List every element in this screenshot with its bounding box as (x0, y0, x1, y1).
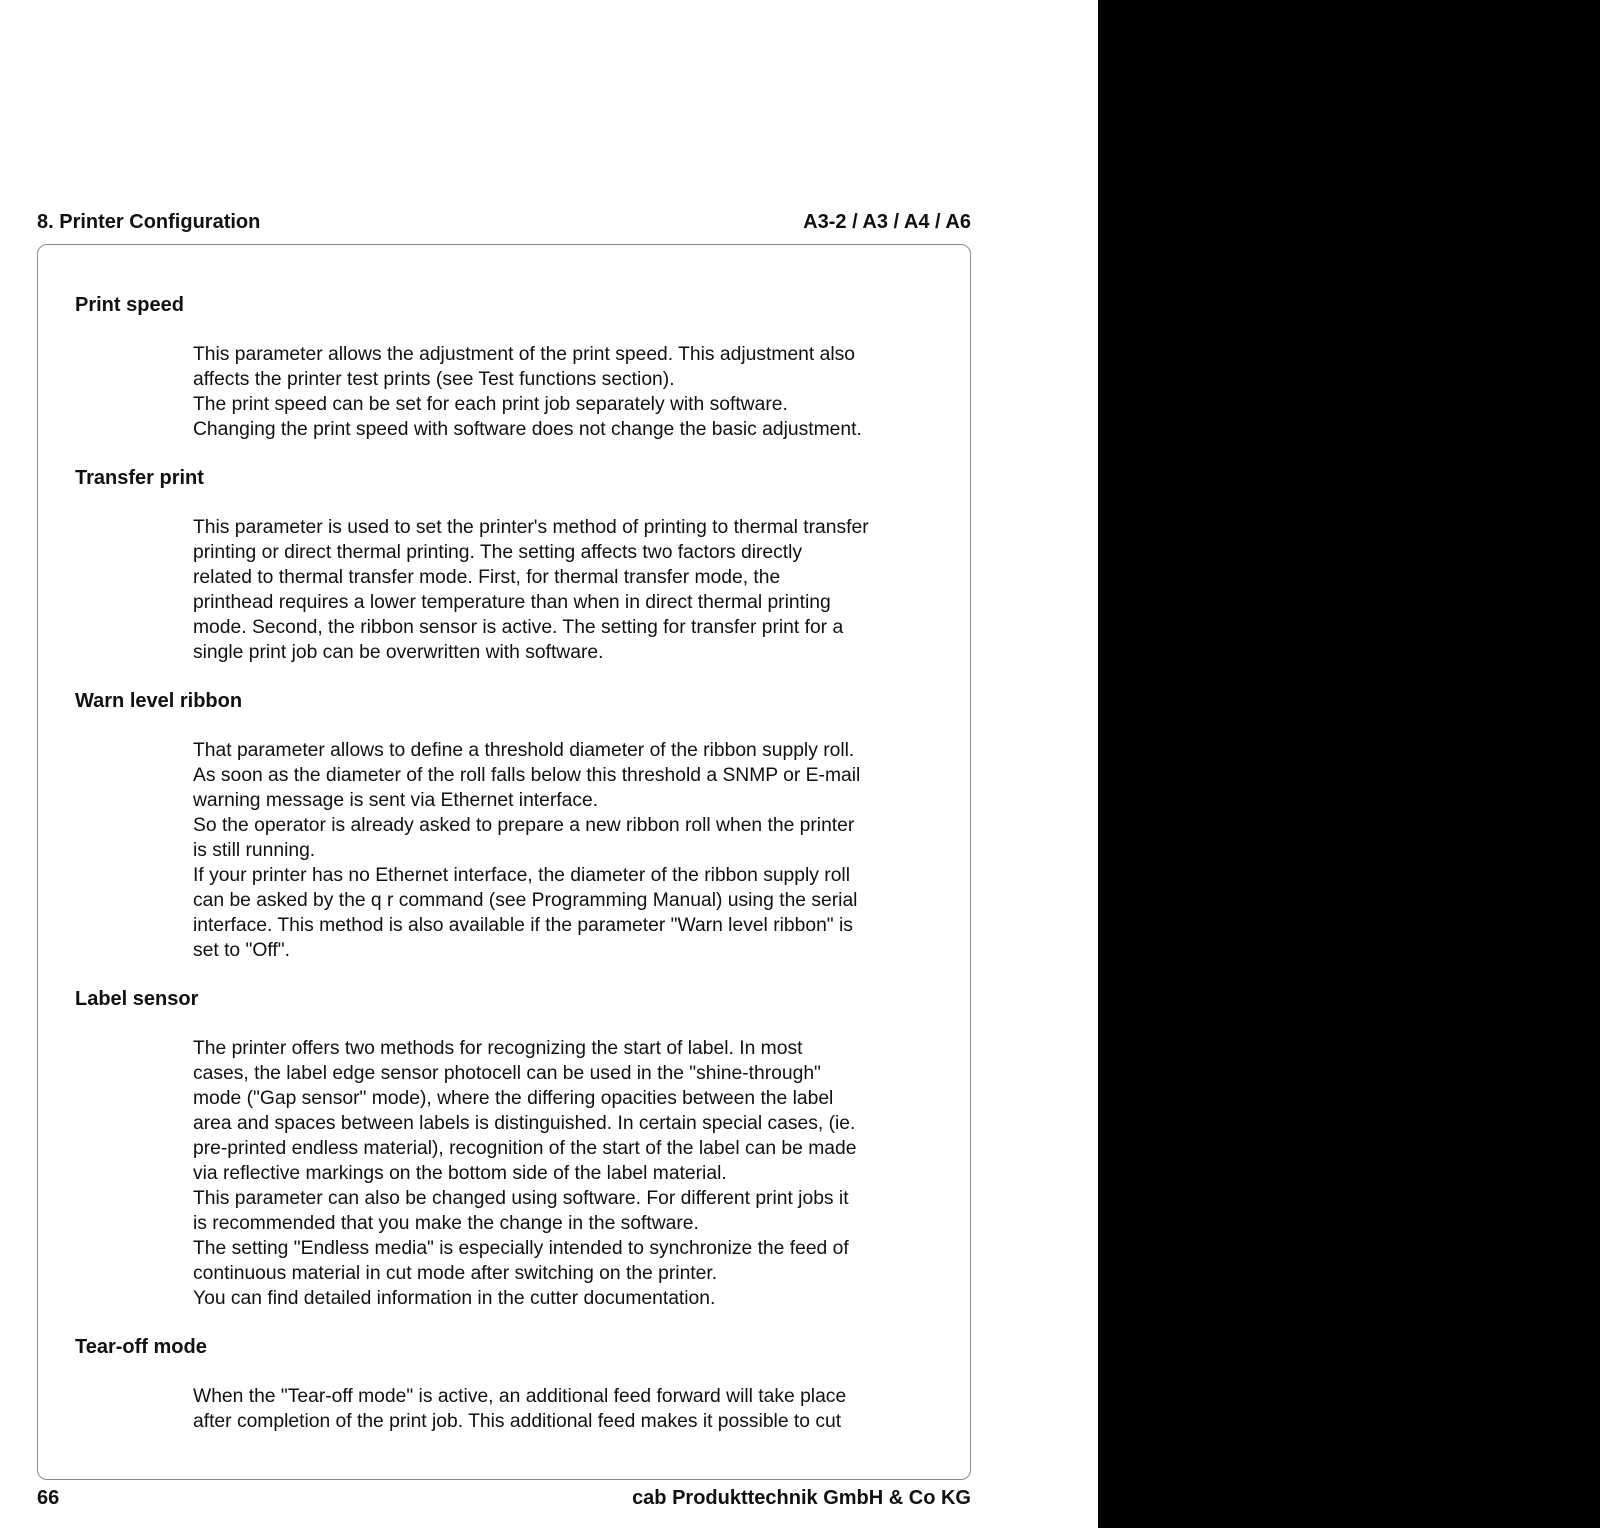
text-line: mode. Second, the ribbon sensor is active. The setting for transfer print for a (193, 617, 844, 638)
text-line: set to "Off". (193, 940, 290, 961)
text-line: mode ("Gap sensor" mode), where the differing opacities between the label (193, 1088, 834, 1109)
document-body (75, 293, 965, 1458)
section-title: Label sensor (75, 988, 199, 1010)
model-list: A3-2 / A3 / A4 / A6 (803, 211, 971, 233)
text-line: continuous material in cut mode after switching on the printer. (193, 1263, 718, 1284)
text-line: printhead requires a lower temperature than when in direct thermal printing (193, 592, 831, 613)
section-paragraph (193, 1036, 938, 1311)
section-title: Transfer print (75, 467, 204, 489)
text-line: If your printer has no Ethernet interface, the diameter of the ribbon supply roll (193, 865, 850, 886)
text-line: The printer offers two methods for recognizing the start of label. In most (193, 1038, 803, 1059)
text-line: cases, the label edge sensor photocell can be used in the "shine-through" (193, 1063, 821, 1084)
text-line: This parameter allows the adjustment of the print speed. This adjustment also (193, 344, 855, 365)
company-name: cab Produkttechnik GmbH & Co KG (632, 1487, 971, 1509)
text-line: area and spaces between labels is distinguished. In certain special cases, (ie. (193, 1113, 856, 1134)
text-line: affects the printer test prints (see Test functions section). (193, 369, 675, 390)
text-line: printing or direct thermal printing. The setting affects two factors directly (193, 542, 803, 563)
text-line: So the operator is already asked to prepare a new ribbon roll when the printer (193, 815, 855, 836)
text-line: warning message is sent via Ethernet interface. (193, 790, 599, 811)
chapter-title: 8. Printer Configuration (37, 211, 261, 233)
text-line: This parameter can also be changed using software. For different print jobs it (193, 1188, 849, 1209)
section-paragraph (193, 515, 938, 665)
content-frame (37, 244, 971, 1480)
text-line: pre-printed endless material), recognition of the start of the label can be made (193, 1138, 857, 1159)
text-line: is recommended that you make the change in the software. (193, 1213, 699, 1234)
text-line: related to thermal transfer mode. First, for thermal transfer mode, the (193, 567, 781, 588)
section-title: Print speed (75, 294, 184, 316)
black-margin-band (1098, 0, 1600, 1528)
text-line: interface. This method is also available if the parameter "Warn level ribbon" is (193, 915, 853, 936)
section-paragraph (193, 1384, 938, 1434)
text-line: As soon as the diameter of the roll falls below this threshold a SNMP or E-mail (193, 765, 861, 786)
section-title: Warn level ribbon (75, 690, 243, 712)
text-line: can be asked by the q r command (see Programming Manual) using the serial (193, 890, 858, 911)
text-line: single print job can be overwritten with software. (193, 642, 604, 663)
text-line: This parameter is used to set the printer's method of printing to thermal transfer (193, 517, 869, 538)
section-paragraph (193, 342, 938, 442)
section-paragraph (193, 738, 938, 963)
page-footer (37, 1487, 971, 1510)
text-line: That parameter allows to define a threshold diameter of the ribbon supply roll. (193, 740, 855, 761)
text-line: Changing the print speed with software does not change the basic adjustment. (193, 419, 862, 440)
text-line: via reflective markings on the bottom side of the label material. (193, 1163, 727, 1184)
text-line: is still running. (193, 840, 316, 861)
text-line: The print speed can be set for each print job separately with software. (193, 394, 788, 415)
text-line: after completion of the print job. This additional feed makes it possible to cut (193, 1411, 842, 1432)
page-number: 66 (37, 1487, 60, 1509)
text-line: When the "Tear-off mode" is active, an additional feed forward will take place (193, 1386, 847, 1407)
page-header (37, 211, 971, 234)
text-line: The setting "Endless media" is especially intended to synchronize the feed of (193, 1238, 849, 1259)
section-title: Tear-off mode (75, 1336, 207, 1358)
text-line: You can find detailed information in the cutter documentation. (193, 1288, 716, 1309)
